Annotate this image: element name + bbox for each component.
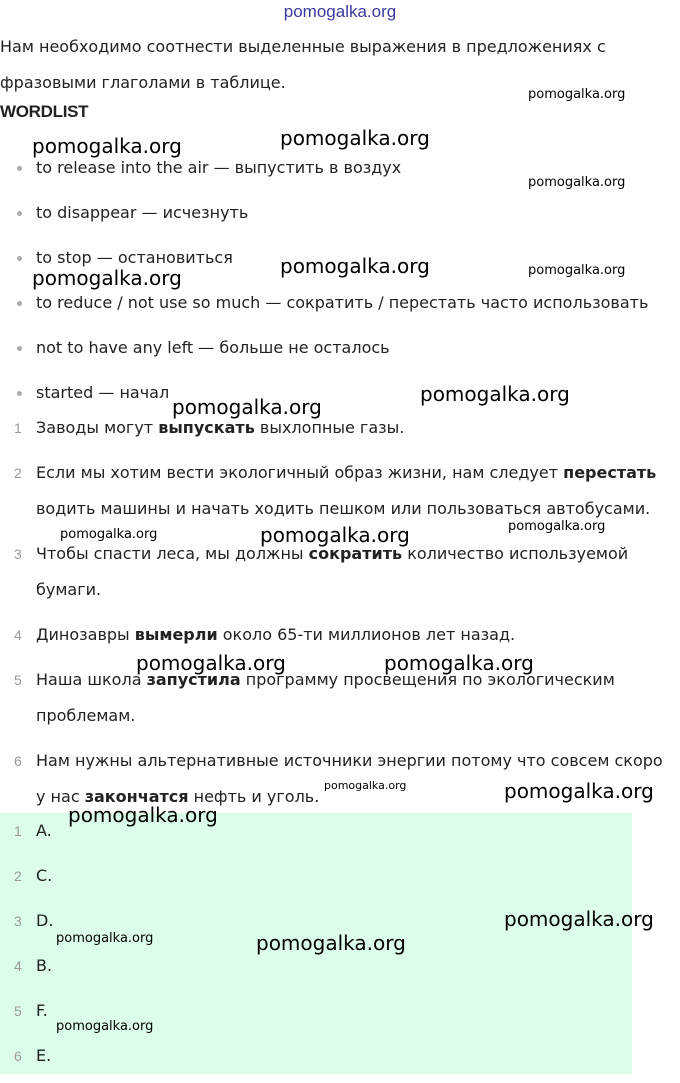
header-watermark: pomogalka.org xyxy=(283,2,397,21)
watermark: pomogalka.org xyxy=(528,263,626,278)
answer-number: 1 xyxy=(14,823,22,839)
answer-number: 2 xyxy=(14,868,22,884)
watermark: pomogalka.org xyxy=(256,931,406,955)
answer-item xyxy=(0,948,632,993)
watermark: pomogalka.org xyxy=(504,779,654,803)
bullet-icon xyxy=(17,211,22,216)
wordlist-item-text: not to have any left — больше не осталось xyxy=(36,338,390,357)
watermark: pomogalka.org xyxy=(504,907,654,931)
bullet-icon xyxy=(17,166,22,171)
wordlist-item xyxy=(0,240,680,285)
sentence-number: 2 xyxy=(14,465,22,481)
sentence-item xyxy=(0,617,680,653)
bullet-icon xyxy=(17,301,22,306)
watermark: pomogalka.org xyxy=(60,527,158,542)
watermark: pomogalka.org xyxy=(384,651,534,675)
watermark: pomogalka.org xyxy=(32,266,182,290)
watermark: pomogalka.org xyxy=(508,519,606,534)
watermark: pomogalka.org xyxy=(68,803,218,827)
answer-value: E. xyxy=(36,1046,52,1065)
bullet-icon xyxy=(17,256,22,261)
sentence-text: Чтобы спасти леса, мы должны сократить количество используемой бумаги. xyxy=(36,544,629,599)
answer-value: C. xyxy=(36,866,53,885)
sentence-number: 6 xyxy=(14,753,22,769)
sentence-number: 5 xyxy=(14,672,22,688)
bullet-icon xyxy=(17,346,22,351)
highlighted-expression: вымерли xyxy=(134,625,218,644)
watermark: pomogalka.org xyxy=(260,523,410,547)
watermark: pomogalka.org xyxy=(528,175,626,190)
wordlist-item-text: started — начал xyxy=(36,383,170,402)
sentence-text: Нам нужны альтернативные источники энергии потому что совсем скоро у нас закончатся нефть и уголь. xyxy=(36,751,663,806)
wordlist xyxy=(0,150,680,420)
answer-item xyxy=(0,858,632,903)
wordlist-heading: WORDLIST xyxy=(0,102,89,121)
highlighted-expression: выпускать xyxy=(158,418,255,437)
highlighted-expression: запустила xyxy=(146,670,241,689)
sentence-item xyxy=(0,662,680,734)
sentence-list xyxy=(0,410,680,815)
answer-value: F. xyxy=(36,1001,48,1020)
sentence-text: Динозавры вымерли около 65-ти миллионов лет назад. xyxy=(36,625,516,644)
answer-value: D. xyxy=(36,911,54,930)
answer-value: A. xyxy=(36,821,52,840)
watermark: pomogalka.org xyxy=(324,779,407,792)
watermark: pomogalka.org xyxy=(420,382,570,406)
wordlist-item xyxy=(0,330,680,375)
wordlist-item xyxy=(0,150,680,195)
watermark: pomogalka.org xyxy=(32,134,182,158)
sentence-text: Заводы могут выпускать выхлопные газы. xyxy=(36,418,405,437)
highlighted-expression: сократить xyxy=(308,544,403,563)
answer-number: 4 xyxy=(14,958,22,974)
sentence-item xyxy=(0,743,680,815)
sentence-number: 4 xyxy=(14,627,22,643)
watermark: pomogalka.org xyxy=(56,931,154,946)
sentence-text: Если мы хотим вести экологичный образ жизни, нам следует перестать водить машины и начать ходить пешком или пользоваться автобусами. xyxy=(36,463,657,518)
watermark: pomogalka.org xyxy=(280,126,430,150)
wordlist-item xyxy=(0,285,680,330)
bullet-icon xyxy=(17,391,22,396)
wordlist-item-text: to reduce / not use so much — сократить / перестать часто использовать xyxy=(36,293,649,312)
watermark: pomogalka.org xyxy=(172,395,322,419)
watermark: pomogalka.org xyxy=(136,651,286,675)
watermark: pomogalka.org xyxy=(56,1019,154,1034)
wordlist-item-text: to release into the air — выпустить в воздух xyxy=(36,158,402,177)
highlighted-expression: перестать xyxy=(563,463,657,482)
wordlist-item-text: to disappear — исчезнуть xyxy=(36,203,249,222)
watermark: pomogalka.org xyxy=(528,87,626,102)
answer-number: 3 xyxy=(14,913,22,929)
sentence-number: 1 xyxy=(14,420,22,436)
sentence-number: 3 xyxy=(14,546,22,562)
sentence-item xyxy=(0,410,680,446)
task-instructions: Нам необходимо соотнести выделенные выражения в предложениях с фразовыми глаголами в таблице. xyxy=(0,37,606,92)
answer-value: B. xyxy=(36,956,53,975)
answer-item xyxy=(0,813,632,858)
sentence-item xyxy=(0,536,680,608)
answer-item xyxy=(0,1038,632,1083)
answer-number: 5 xyxy=(14,1003,22,1019)
wordlist-item-text: to stop — остановиться xyxy=(36,248,233,267)
answer-number: 6 xyxy=(14,1048,22,1064)
sentence-item xyxy=(0,455,680,527)
answer-list xyxy=(0,813,632,1083)
watermark: pomogalka.org xyxy=(280,254,430,278)
answer-item xyxy=(0,903,632,948)
sentence-text: Наша школа запустила программу просвещения по экологическим проблемам. xyxy=(36,670,615,725)
highlighted-expression: закончатся xyxy=(84,787,189,806)
wordlist-item xyxy=(0,195,680,240)
answer-item xyxy=(0,993,632,1038)
